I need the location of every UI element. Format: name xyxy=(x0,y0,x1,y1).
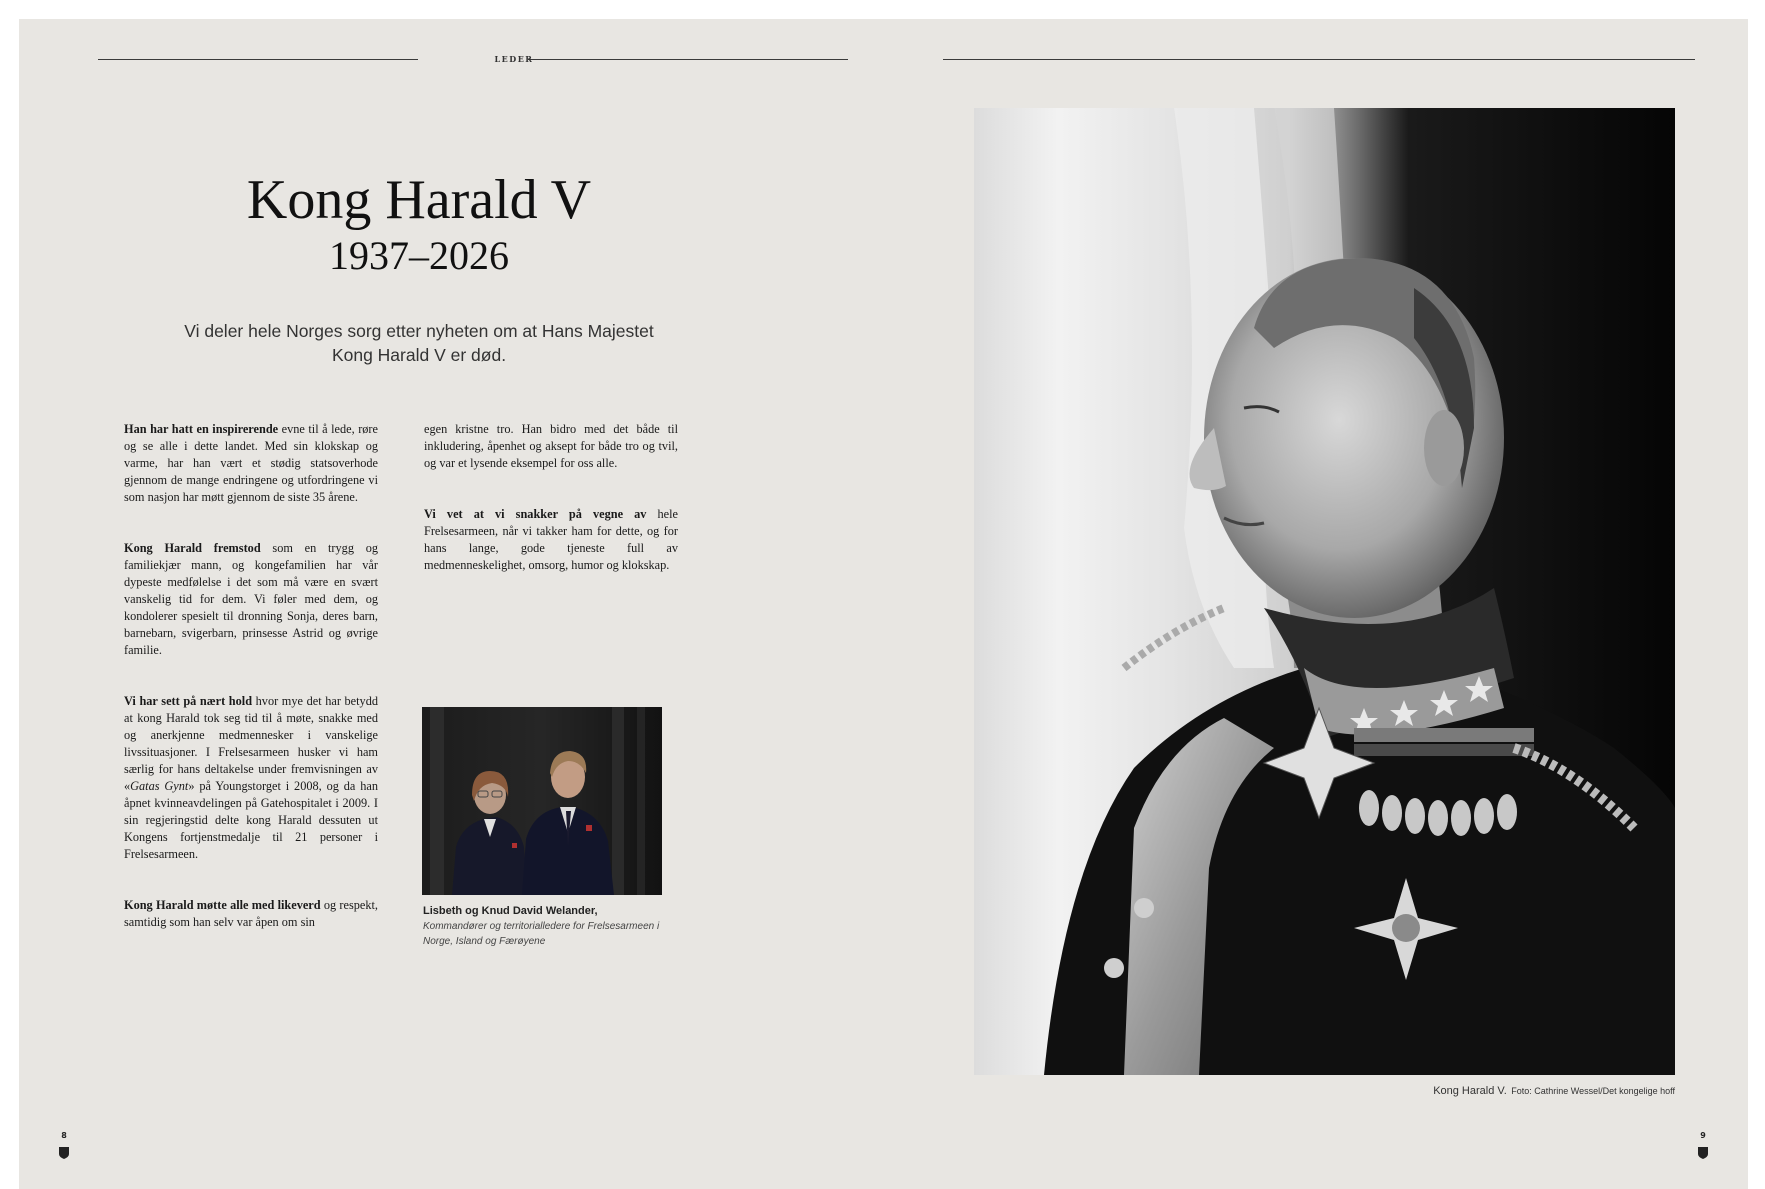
shield-icon xyxy=(1698,1147,1708,1159)
title-block xyxy=(119,169,719,279)
paragraph-6-lede: Vi vet at vi snakker på vegne av xyxy=(424,507,647,521)
shield-icon xyxy=(59,1147,69,1159)
king-portrait-caption-subject: Kong Harald V. xyxy=(1433,1085,1507,1097)
welander-caption xyxy=(423,904,673,949)
magazine-spread xyxy=(19,19,1748,1189)
header-rule-left xyxy=(98,59,418,60)
paragraph-1-lede: Han har hatt en inspirerende xyxy=(124,422,279,436)
paragraph-5-text: egen kristne tro. Han bidro med det både til inkludering, åpenhet og aksept for både tro og tvil, og var et lysende eksempel for oss alle. xyxy=(424,422,678,470)
paragraph-4-lede: Kong Harald møtte alle med likeverd xyxy=(124,898,321,912)
paragraph-2 xyxy=(124,540,378,659)
welander-caption-names: Lisbeth og Knud David Welander, xyxy=(423,905,598,917)
page-number-left: 8 xyxy=(61,1131,67,1140)
article-lead: Vi deler hele Norges sorg etter nyheten om at Hans Majestet Kong Harald V er død. xyxy=(184,321,654,365)
body-column-left xyxy=(124,421,378,965)
king-portrait-illustration xyxy=(974,108,1675,1075)
header-rule-right xyxy=(943,59,1695,60)
paragraph-3-italic: Gatas Gynt xyxy=(130,779,189,793)
paragraph-3-text-before: hvor mye det har betydd at kong Harald tok seg tid til å møte, snakke med og anerkjenne medmennesker i vanskelige livssituasjoner. I Frelsesarmeen husker vi ham særlig for hans deltakelse under fremvisningen av « xyxy=(124,694,378,793)
paragraph-2-lede: Kong Harald fremstod xyxy=(124,541,261,555)
section-label: LEDER xyxy=(494,54,534,64)
paragraph-2-text: som en trygg og familiekjær mann, og kongefamilien har vår dypeste medfølelse i det som må være en svært vanskelig tid for dem. Vi føler med dem, og kondolerer spesielt til dronning Sonja, deres barn, barnebarn, svigerbarn, prinsesse Astrid og øvrige familie. xyxy=(124,541,379,657)
paragraph-6-text: hele Frelsesarmeen, når vi takker ham for dette, og for hans lange, gode tjeneste full av medmenneskelighet, omsorg, humor og klokskap. xyxy=(424,507,678,572)
king-portrait-photo xyxy=(974,108,1675,1075)
paragraph-6 xyxy=(424,506,678,574)
paragraph-3-text-after: » på Youngstorget i 2008, og da han åpnet kvinneavdelingen på Gatehospitalet i 2009. I sin regjeringstid delte kong Harald dessuten ut Kongens fortjenstmedalje til 21 personer i Frelsesarmeen. xyxy=(124,779,378,861)
welander-photo xyxy=(422,707,662,895)
king-portrait-caption xyxy=(1433,1081,1675,1099)
welander-photo-illustration xyxy=(422,707,662,895)
section-label-wrap xyxy=(459,19,569,99)
king-portrait-caption-credit: Foto: Cathrine Wessel/Det kongelige hoff xyxy=(1511,1086,1675,1096)
paragraph-1-text: evne til å lede, røre og se alle i dette landet. Med sin klokskap og varme, har han vært et stødig statsoverhode gjennom de mange endringene og utfordringene vi som nasjon har møtt gjennom de siste 35 årene. xyxy=(124,422,378,504)
paragraph-5 xyxy=(424,421,678,472)
paragraph-3 xyxy=(124,693,378,863)
paragraph-4-text: og respekt, samtidig som han selv var åpen om sin xyxy=(124,898,379,929)
article-title: Kong Harald V xyxy=(246,169,592,231)
page-number-right: 9 xyxy=(1700,1131,1706,1140)
paragraph-3-lede: Vi har sett på nært hold xyxy=(124,694,253,708)
article-years: 1937–2026 xyxy=(329,233,509,278)
welander-caption-roles: Kommandører og territorialledere for Frelsesarmeen i Norge, Island og Færøyene xyxy=(423,921,660,947)
paragraph-1 xyxy=(124,421,378,506)
paragraph-4 xyxy=(124,897,378,931)
body-column-right xyxy=(424,421,678,608)
header-rule-middle xyxy=(528,59,848,60)
